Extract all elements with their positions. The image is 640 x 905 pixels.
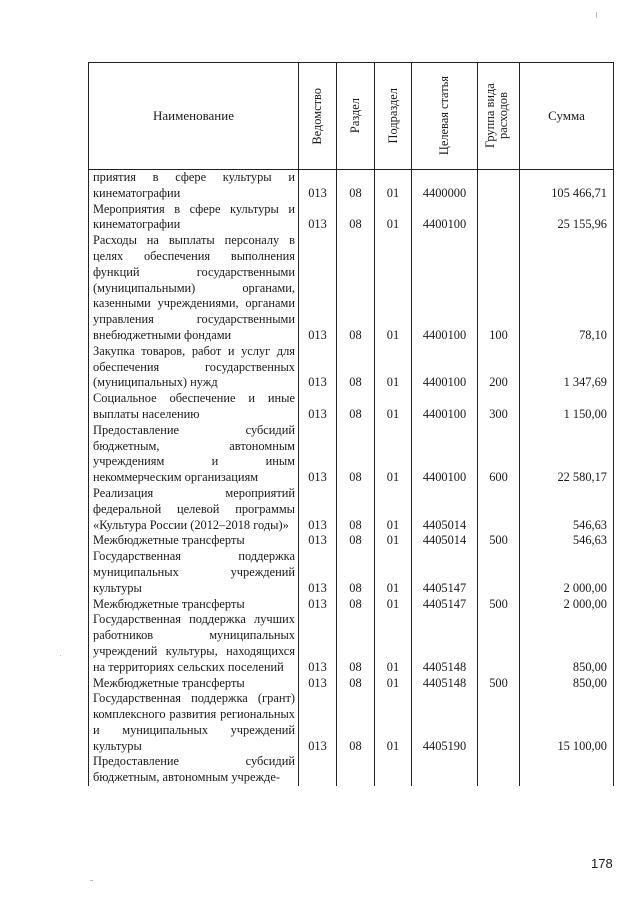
table-row	[89, 486, 614, 533]
cell-name: Государственная поддержка муниципальных учреждений культуры	[89, 549, 299, 596]
cell-name: Межбюджетные трансферты	[89, 597, 299, 613]
cell-razdel: 08	[337, 691, 375, 754]
cell-celevaya-statya: 4400100	[412, 344, 478, 391]
cell-vedomstvo: 013	[299, 676, 337, 692]
cell-celevaya-statya: 4405147	[412, 597, 478, 613]
table-row	[89, 533, 614, 549]
header-name: Наименование	[89, 63, 299, 170]
cell-podrazdel: 01	[375, 533, 412, 549]
cell-vedomstvo: 013	[299, 486, 337, 533]
cell-vedomstvo: 013	[299, 597, 337, 613]
cell-gruppa-vida-rashodov	[478, 202, 520, 234]
cell-gruppa-vida-rashodov	[478, 691, 520, 754]
cell-name: Межбюджетные трансферты	[89, 676, 299, 692]
table-row	[89, 391, 614, 423]
table-row	[89, 423, 614, 486]
table-row	[89, 691, 614, 754]
cell-summa: 78,10	[520, 233, 614, 344]
header-podrazdel: Подраздел	[375, 63, 412, 170]
cell-summa: 850,00	[520, 612, 614, 675]
header-razdel: Раздел	[337, 63, 375, 170]
scan-speck	[596, 12, 597, 18]
cell-podrazdel: 01	[375, 691, 412, 754]
cell-podrazdel: 01	[375, 233, 412, 344]
cell-vedomstvo: 013	[299, 170, 337, 202]
cell-celevaya-statya: 4405190	[412, 691, 478, 754]
cell-vedomstvo: 013	[299, 691, 337, 754]
cell-gruppa-vida-rashodov: 200	[478, 344, 520, 391]
cell-vedomstvo: 013	[299, 549, 337, 596]
cell-vedomstvo: 013	[299, 612, 337, 675]
cell-vedomstvo: 013	[299, 423, 337, 486]
scan-speck	[60, 655, 61, 656]
cell-name: Государственная поддержка (грант) комплексного развития региональных и муниципальных учреждений культуры	[89, 691, 299, 754]
cell-celevaya-statya: 4405014	[412, 486, 478, 533]
cell-summa: 25 155,96	[520, 202, 614, 234]
header-gruppa-vida-rashodov: Группа вида расходов	[478, 63, 520, 170]
cell-celevaya-statya: 4400100	[412, 202, 478, 234]
cell-summa: 2 000,00	[520, 597, 614, 613]
cell-celevaya-statya: 4400000	[412, 170, 478, 202]
scan-speck	[90, 880, 93, 881]
cell-podrazdel: 01	[375, 423, 412, 486]
cell-podrazdel: 01	[375, 344, 412, 391]
table-row	[89, 170, 614, 202]
table-row	[89, 233, 614, 344]
cell-summa: 22 580,17	[520, 423, 614, 486]
header-celevaya-statya: Целевая статья	[412, 63, 478, 170]
cell-summa	[520, 754, 614, 786]
cell-gruppa-vida-rashodov	[478, 170, 520, 202]
cell-razdel: 08	[337, 344, 375, 391]
cell-gruppa-vida-rashodov: 500	[478, 597, 520, 613]
cell-name: Предоставление субсидий бюджетным, автономным учрежде-	[89, 754, 299, 786]
cell-name: Закупка товаров, работ и услуг для обеспечения государственных (муниципальных) нужд	[89, 344, 299, 391]
cell-name: Государственная поддержка лучших работников муниципальных учреждений культуры, находящихся на территориях сельских поселений	[89, 612, 299, 675]
cell-summa: 1 347,69	[520, 344, 614, 391]
cell-razdel: 08	[337, 676, 375, 692]
cell-razdel	[337, 754, 375, 786]
cell-gruppa-vida-rashodov	[478, 612, 520, 675]
cell-gruppa-vida-rashodov: 300	[478, 391, 520, 423]
cell-razdel: 08	[337, 423, 375, 486]
cell-vedomstvo: 013	[299, 533, 337, 549]
table-row	[89, 676, 614, 692]
cell-podrazdel: 01	[375, 170, 412, 202]
cell-summa: 850,00	[520, 676, 614, 692]
cell-summa: 546,63	[520, 533, 614, 549]
cell-celevaya-statya: 4400100	[412, 391, 478, 423]
table-body	[89, 170, 614, 787]
cell-celevaya-statya	[412, 754, 478, 786]
cell-podrazdel: 01	[375, 597, 412, 613]
cell-celevaya-statya: 4405147	[412, 549, 478, 596]
cell-podrazdel: 01	[375, 391, 412, 423]
cell-podrazdel: 01	[375, 549, 412, 596]
cell-name: Межбюджетные трансферты	[89, 533, 299, 549]
cell-razdel: 08	[337, 170, 375, 202]
cell-razdel: 08	[337, 233, 375, 344]
table-row	[89, 612, 614, 675]
cell-podrazdel	[375, 754, 412, 786]
cell-summa: 1 150,00	[520, 391, 614, 423]
page-number: 178	[591, 856, 613, 871]
cell-razdel: 08	[337, 391, 375, 423]
cell-podrazdel: 01	[375, 202, 412, 234]
table-row	[89, 549, 614, 596]
cell-razdel: 08	[337, 597, 375, 613]
header-vedomstvo: Ведомство	[299, 63, 337, 170]
cell-gruppa-vida-rashodov: 500	[478, 676, 520, 692]
cell-gruppa-vida-rashodov: 100	[478, 233, 520, 344]
cell-celevaya-statya: 4405148	[412, 676, 478, 692]
cell-celevaya-statya: 4400100	[412, 233, 478, 344]
cell-gruppa-vida-rashodov	[478, 754, 520, 786]
table-row	[89, 344, 614, 391]
cell-celevaya-statya: 4400100	[412, 423, 478, 486]
cell-name: Социальное обеспечение и иные выплаты населению	[89, 391, 299, 423]
cell-vedomstvo	[299, 754, 337, 786]
cell-gruppa-vida-rashodov: 500	[478, 533, 520, 549]
table-row	[89, 202, 614, 234]
cell-podrazdel: 01	[375, 676, 412, 692]
cell-razdel: 08	[337, 202, 375, 234]
cell-name: Предоставление субсидий бюджетным, автономным учреждениям и иным некоммерческим организациям	[89, 423, 299, 486]
cell-summa: 546,63	[520, 486, 614, 533]
table-row	[89, 754, 614, 786]
table-row	[89, 597, 614, 613]
cell-gruppa-vida-rashodov	[478, 486, 520, 533]
cell-gruppa-vida-rashodov	[478, 549, 520, 596]
cell-celevaya-statya: 4405014	[412, 533, 478, 549]
table-header-row	[89, 63, 614, 170]
cell-summa: 105 466,71	[520, 170, 614, 202]
cell-name: Мероприятия в сфере культуры и кинематографии	[89, 202, 299, 234]
cell-summa: 2 000,00	[520, 549, 614, 596]
cell-podrazdel: 01	[375, 612, 412, 675]
cell-razdel: 08	[337, 612, 375, 675]
cell-vedomstvo: 013	[299, 391, 337, 423]
cell-celevaya-statya: 4405148	[412, 612, 478, 675]
cell-summa: 15 100,00	[520, 691, 614, 754]
cell-gruppa-vida-rashodov: 600	[478, 423, 520, 486]
cell-razdel: 08	[337, 533, 375, 549]
cell-razdel: 08	[337, 549, 375, 596]
header-summa: Сумма	[520, 63, 614, 170]
cell-vedomstvo: 013	[299, 202, 337, 234]
cell-podrazdel: 01	[375, 486, 412, 533]
cell-vedomstvo: 013	[299, 344, 337, 391]
cell-name: приятия в сфере культуры и кинематографии	[89, 170, 299, 202]
cell-vedomstvo: 013	[299, 233, 337, 344]
cell-name: Расходы на выплаты персоналу в целях обеспечения выполнения функций государственными (муниципальными) органами, казенными учреждениями, органами управления государственными внебюджетными фондами	[89, 233, 299, 344]
budget-table	[88, 62, 614, 786]
cell-razdel: 08	[337, 486, 375, 533]
cell-name: Реализация мероприятий федеральной целевой программы «Культура России (2012–2018 годы)»	[89, 486, 299, 533]
